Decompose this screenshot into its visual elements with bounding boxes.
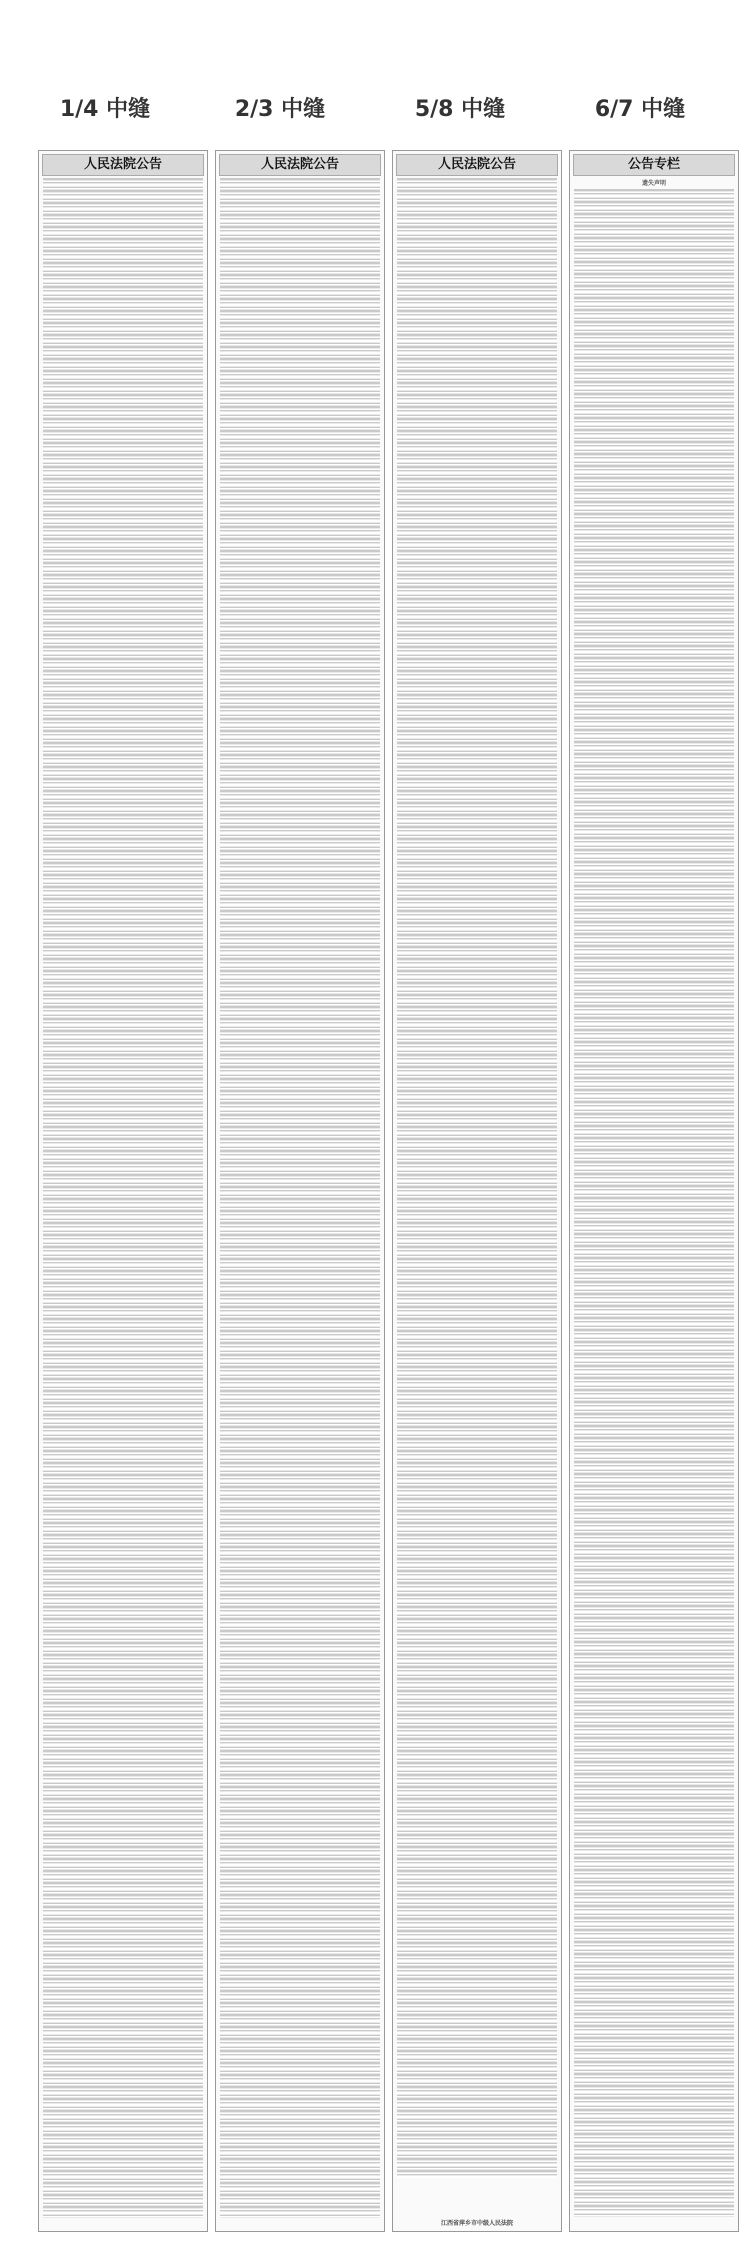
column-announcement <box>569 150 739 2232</box>
column-title: 人民法院公告 <box>396 154 558 176</box>
column-court-notice-2 <box>215 150 385 2232</box>
fold-label-1-4: 1/4 中缝 <box>59 97 151 122</box>
fold-label-6-7: 6/7 中缝 <box>594 97 686 122</box>
fold-label-5-8: 5/8 中缝 <box>414 97 506 122</box>
column-court-notice-1 <box>38 150 208 2232</box>
column-footer: 江西省萍乡市中级人民法院 <box>440 2220 513 2227</box>
column-title: 人民法院公告 <box>219 154 381 176</box>
column-title: 公告专栏 <box>573 154 735 176</box>
column-subtitle: 遗失声明 <box>641 180 666 187</box>
column-title: 人民法院公告 <box>42 154 204 176</box>
column-court-notice-3 <box>392 150 562 2232</box>
notice-text-block <box>397 178 557 2178</box>
notice-text-block <box>574 189 734 2217</box>
fold-header <box>0 92 744 132</box>
notice-text-block <box>220 178 380 2218</box>
notice-text-block <box>43 178 203 2218</box>
fold-label-2-3: 2/3 中缝 <box>234 97 326 122</box>
